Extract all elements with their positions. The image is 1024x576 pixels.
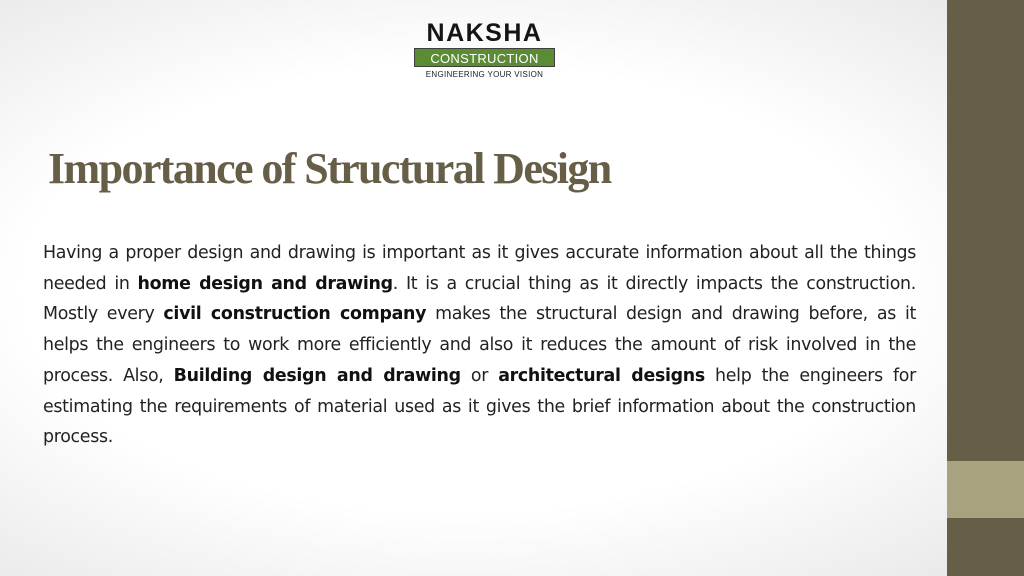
logo-band: CONSTRUCTION (414, 48, 555, 67)
body-keyword-building-design: Building design and drawing (173, 365, 461, 386)
body-keyword-civil-construction: civil construction company (163, 304, 427, 325)
side-bar-accent-block (947, 461, 1024, 518)
slide-body-paragraph (43, 238, 916, 453)
body-keyword-home-design: home design and drawing (137, 273, 393, 294)
company-logo (414, 20, 555, 80)
body-keyword-architectural-designs: architectural designs (498, 365, 705, 386)
body-text-segment: makes the structural design and drawing before, as it helps the engineers to work more efficiently and also it reduces the amount of risk involved in the process. Also, (43, 304, 916, 386)
body-text-segment: . It is a crucial thing as it directly impacts the construction. Mostly every (43, 273, 916, 325)
body-text-segment: help the engineers for estimating the requirements of material used as it gives the brief information about the construction process. (43, 365, 916, 448)
body-text-segment: Having a proper design and drawing is important as it gives accurate information about all the things needed in (43, 243, 916, 294)
logo-wordmark: NAKSHA (426, 19, 543, 47)
body-text-segment: or (460, 365, 499, 386)
logo-tagline: ENGINEERING YOUR VISION (425, 70, 544, 79)
slide-title: Importance of Structural Design (48, 144, 611, 193)
